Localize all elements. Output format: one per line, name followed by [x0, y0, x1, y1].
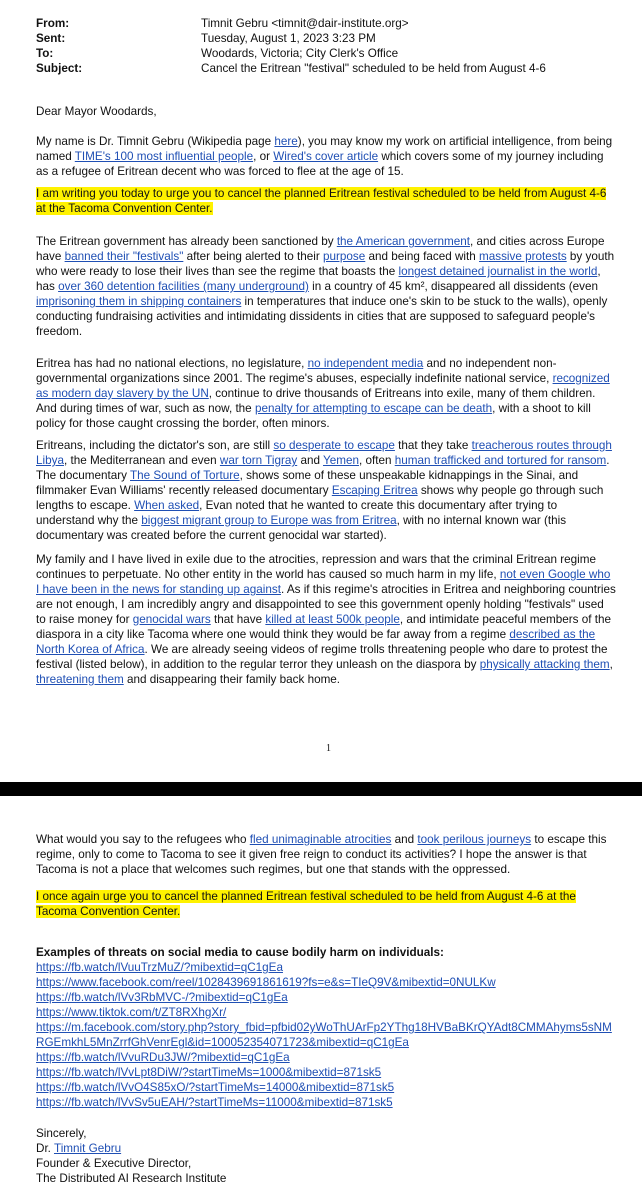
sound-of-torture-link[interactable]: The Sound of Torture: [130, 469, 240, 482]
threat-link[interactable]: https://fb.watch/lVv3RbMVC-/?mibextid=qC1gEa: [36, 991, 288, 1004]
longest-detained-journalist-link[interactable]: longest detained journalist in the world: [398, 265, 598, 278]
page-number: 1: [326, 743, 331, 754]
highlighted-repeat-request: I once again urge you to cancel the planned Eritrean festival scheduled to be held from August 4-6 at the Tacoma Convention Center.: [36, 890, 576, 918]
from-value: Timnit Gebru <timnit@dair-institute.org>: [201, 17, 409, 30]
yemen-link[interactable]: Yemen: [323, 454, 359, 467]
american-government-link[interactable]: the American government: [336, 235, 470, 248]
request-paragraph: [36, 186, 616, 216]
treacherous-routes-link[interactable]: treacherous routes through Libya: [36, 439, 612, 467]
sent-label: Sent:: [36, 32, 66, 45]
sent-value: Tuesday, August 1, 2023 3:23 PM: [201, 32, 376, 45]
killed-500k-link[interactable]: killed at least 500k people: [265, 613, 400, 626]
escape-paragraph: Eritreans, including the dictator's son, are still so desperate to escape that they take treacherous routes through Libya, the Mediterranean and even war torn Tigray and Yemen, often human trafficked and tortured for ransom. The documentary The Sound of Torture, shows some of these unspeakable kidnappings in the Sinai, and filmmaker Evan Williams' recently released documentary Escaping Eritrea shows why people go through such lengths to escape. When asked, Evan noted that he wanted to create this documentary after trying to understand why the biggest migrant group to Europe was from Eritrea, with no internal known war (this documentary was created before the current genocidal war started).: [36, 439, 612, 542]
salutation: Dear Mayor Woodards,: [36, 105, 157, 118]
purpose-link[interactable]: purpose: [323, 250, 366, 263]
threat-link[interactable]: https://m.facebook.com/story.php?story_fbid=pfbid02yWoThUArFp2YThg18HVBaBKrQYAdt8CMMAhyms5sNMRGEmkhL5MnZrrfGhVenrEgl&id=100052354071723&mibextid=qC1gEa: [36, 1021, 612, 1049]
when-asked-link[interactable]: When asked: [134, 499, 200, 512]
threat-link[interactable]: https://fb.watch/lVvO4S85xO/?startTimeMs=14000&mibextid=871sk5: [36, 1081, 395, 1094]
no-independent-media-link[interactable]: no independent media: [307, 357, 424, 370]
signer-title: Founder & Executive Director,: [36, 1157, 192, 1170]
perilous-journeys-link[interactable]: took perilous journeys: [417, 833, 532, 846]
threats-heading: Examples of threats on social media to cause bodily harm on individuals:: [36, 946, 444, 959]
threat-link[interactable]: https://www.facebook.com/reel/1028439691861619?fs=e&s=TIeQ9V&mibextid=0NULKw: [36, 976, 496, 989]
time100-link[interactable]: TIME's 100 most influential people: [74, 150, 254, 163]
signer-organization: The Distributed AI Research Institute: [36, 1172, 227, 1185]
closing: Sincerely,: [36, 1127, 87, 1140]
page-break-divider: [0, 782, 642, 796]
fled-atrocities-link[interactable]: fled unimaginable atrocities: [249, 833, 392, 846]
threat-link[interactable]: https://www.tiktok.com/t/ZT8RXhgXr/: [36, 1006, 227, 1019]
desperate-to-escape-link[interactable]: so desperate to escape: [273, 439, 395, 452]
signer-name: Dr. Timnit Gebru: [36, 1142, 122, 1155]
war-torn-tigray-link[interactable]: war torn Tigray: [219, 454, 298, 467]
human-trafficked-link[interactable]: human trafficked and tortured for ransom: [394, 454, 607, 467]
subject-label: Subject:: [36, 62, 83, 75]
threatening-them-link[interactable]: threatening them: [36, 673, 124, 686]
threat-examples: [36, 945, 616, 1110]
intro-paragraph: My name is Dr. Timnit Gebru (Wikipedia page here), you may know my work on artificial intelligence, from being named TIME's 100 most influential people, or Wired's cover article which covers some of my journey including as a refugee of Eritrean decent who was forced to flee at the age of 15.: [36, 135, 613, 178]
threat-link[interactable]: https://fb.watch/lVvuRDu3JW/?mibextid=qC1gEa: [36, 1051, 290, 1064]
subject-value: Cancel the Eritrean "festival" scheduled to be held from August 4-6: [201, 62, 546, 75]
threat-link[interactable]: https://fb.watch/lVvSv5uEAH/?startTimeMs=11000&mibextid=871sk5: [36, 1096, 393, 1109]
modern-slavery-un-link[interactable]: recognized as modern day slavery by the UN: [36, 372, 610, 400]
repeat-request-paragraph: [36, 889, 616, 919]
not-even-google-link[interactable]: not even Google who I have been in the news for standing up against: [36, 568, 611, 596]
from-label: From:: [36, 17, 70, 30]
wired-link[interactable]: Wired's cover article: [273, 150, 379, 163]
sanctions-paragraph: The Eritrean government has already been sanctioned by the American government, and cities across Europe have banned their "festivals" after being alerted to their purpose and being faced with massive protests by youth who were ready to lose their lives than see the regime that boasts the longest detained journalist in the world, has over 360 detention facilities (many underground) in a country of 45 km², disappeared all dissidents (even imprisoning them in shipping containers in temperatures that induce one's skin to be stuck to the walls), openly conducting fundraising activities and intimidating dissidents in cities that are supposed to safeguard people's freedom.: [36, 235, 615, 338]
to-label: To:: [36, 47, 54, 60]
highlighted-request: I am writing you today to urge you to cancel the planned Eritrean festival scheduled to be held from August 4-6 at the Tacoma Convention Center.: [36, 187, 607, 215]
north-korea-of-africa-link[interactable]: described as the North Korea of Africa: [36, 628, 596, 656]
banned-festivals-link[interactable]: banned their "festivals": [64, 250, 184, 263]
signature-block: [36, 1126, 616, 1186]
massive-protests-link[interactable]: massive protests: [479, 250, 567, 263]
physically-attacking-link[interactable]: physically attacking them: [479, 658, 610, 671]
threat-link[interactable]: https://fb.watch/lVvLpt8DiW/?startTimeMs=1000&mibextid=871sk5: [36, 1066, 382, 1079]
exile-paragraph: My family and I have lived in exile due to the atrocities, repression and wars that the criminal Eritrean regime continues to perpetuate. No other entity in the world has caused so much harm in my life, not even Google who I have been in the news for standing up against. As if this regime's atrocities in Eritrea and neighboring countries are not enough, I am incredibly angry and disappointed to see this government openly holding "festivals" used to raise money for genocidal wars that have killed at least 500k people, and intimidate peaceful members of the diaspora in a city like Tacoma where one would think they would be far away from a regime described as the North Korea of Africa. We are already seeing videos of regime trolls threatening people who dare to protest the festival (listed below), in addition to the regular terror they unleash on the diaspora by physically attacking them, threatening them and disappearing their family back home.: [36, 553, 616, 686]
wikipedia-link[interactable]: here: [274, 135, 298, 148]
genocidal-wars-link[interactable]: genocidal wars: [132, 613, 211, 626]
biggest-migrant-group-link[interactable]: biggest migrant group to Europe was from Eritrea: [141, 514, 397, 527]
escaping-eritrea-link[interactable]: Escaping Eritrea: [331, 484, 418, 497]
refugees-paragraph: What would you say to the refugees who fled unimaginable atrocities and took perilous journeys to escape this regime, only to come to Tacoma to see it given free reign to conduct its activities? I hope the answer is that Tacoma is not a place that welcomes such regimes, but one that stands with the oppressed.: [36, 833, 607, 876]
shipping-containers-link[interactable]: imprisoning them in shipping containers: [36, 295, 242, 308]
penalty-death-link[interactable]: penalty for attempting to escape can be death: [254, 402, 493, 415]
threat-link[interactable]: https://fb.watch/lVuuTrzMuZ/?mibextid=qC1gEa: [36, 961, 283, 974]
signer-name-link[interactable]: Timnit Gebru: [53, 1142, 122, 1155]
elections-paragraph: Eritrea has had no national elections, no legislature, no independent media and no independent non-governmental organizations since 2001. The regime's abuses, especially indefinite national service, recognized as modern day slavery by the UN, continue to drive thousands of Eritreans into exile, many of them children. And during times of war, such as now, the penalty for attempting to escape can be death, with a shoot to kill policy for those caught crossing the border, often minors.: [36, 357, 610, 430]
detention-facilities-link[interactable]: over 360 detention facilities (many underground): [58, 280, 309, 293]
to-value: Woodards, Victoria; City Clerk's Office: [201, 47, 399, 60]
